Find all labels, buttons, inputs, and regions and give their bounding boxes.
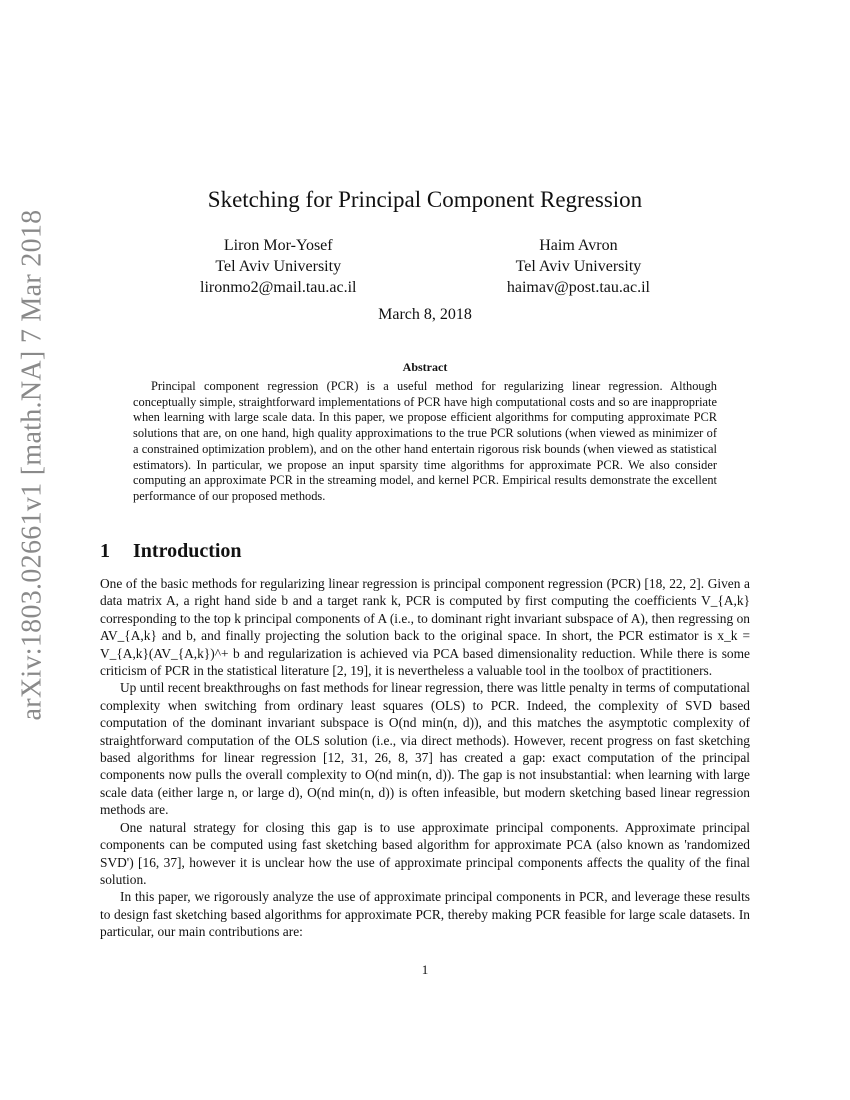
- author-2: [507, 235, 650, 298]
- introduction-body: [100, 575, 750, 941]
- paragraph: One natural strategy for closing this gap is to use approximate principal components. Approximate principal components can be computed using fast sketching based algorithm for approximate PCA (also known as 'randomized SVD') [16, 37], however it is unclear how the use of approximate principal components affects the quality of the final solution.: [100, 819, 750, 887]
- section-title: Introduction: [133, 540, 242, 562]
- author-email: lironmo2@mail.tau.ac.il: [200, 279, 357, 296]
- paragraph: In this paper, we rigorously analyze the use of approximate principal components in PCR, and leverage these results to design fast sketching based algorithms for approximate PCR, thereby making PCR feasible for large scale datasets. In particular, our main contributions are:: [100, 889, 750, 940]
- author-name: Haim Avron: [539, 237, 618, 254]
- author-1: [200, 235, 356, 298]
- author-email: haimav@post.tau.ac.il: [506, 279, 650, 296]
- section-heading: [100, 540, 242, 563]
- abstract-heading: Abstract: [402, 360, 448, 374]
- author-affiliation: Tel Aviv University: [215, 258, 342, 275]
- arxiv-identifier: [12, 209, 52, 721]
- arxiv-identifier-text: arXiv:1803.02661v1 [math.NA] 7 Mar 2018: [16, 209, 47, 721]
- paragraph: One of the basic methods for regularizing linear regression is principal component regression (PCR) [18, 22, 2]. Given a data matrix A, a right hand side b and a target rank k, PCR is computed by first computing the coefficients V_{A,k} corresponding to the top k principal components of A (i.e., to dominant right invariant subspace of A), then regressing on AV_{A,k} and b, and finally projecting the solution back to the original space. In short, the PCR estimator is x_k = V_{A,k}(AV_{A,k})^+ b and regularization is achieved via PCA based dimensionality reduction. While there is some criticism of PCR in the statistical literature [2, 19], it is nevertheless a valuable tool in the toolbox of practitioners.: [100, 576, 750, 679]
- abstract-text: Principal component regression (PCR) is a useful method for regularizing linear regression. Although conceptually simple, straightforward implementations of PCR have high computational costs and so are inappropriate when learning with large scale data. In this paper, we propose efficient algorithms for computing approximate PCR solutions that are, on one hand, high quality approximations to the true PCR solutions (when viewed as minimizer of a constrained optimization problem), and on the other hand entertain rigorous risk bounds (when viewed as statistical estimators). In particular, we propose an input sparsity time algorithms for approximate PCR. We also consider computing an approximate PCR in the streaming model, and kernel PCR. Empirical results demonstrate the excellent performance of our proposed methods.: [133, 379, 717, 503]
- paragraph: Up until recent breakthroughs on fast methods for linear regression, there was little penalty in terms of computational complexity when switching from ordinary least squares (OLS) to PCR. Indeed, the complexity of SVD based computation of the dominant invariant subspace is O(nd min(n, d)), and this matches the asymptotic complexity of straightforward computation of the OLS solution (i.e., via direct methods). However, recent progress on fast sketching based algorithms for linear regression [12, 31, 26, 8, 37] has created a gap: exact computation of the principal components now pulls the overall complexity to O(nd min(n, d)). The gap is not insubstantial: when learning with large scale data (either large n, or large d), O(nd min(n, d)) is often infeasible, but modern sketching based linear regression methods are.: [100, 680, 750, 818]
- section-number: 1: [100, 540, 110, 562]
- publication-date: March 8, 2018: [378, 306, 472, 323]
- author-block: [200, 235, 650, 298]
- author-affiliation: Tel Aviv University: [515, 258, 642, 275]
- paper-title: Sketching for Principal Component Regression: [207, 187, 643, 212]
- author-name: Liron Mor-Yosef: [223, 237, 333, 254]
- page-number: 1: [421, 962, 429, 977]
